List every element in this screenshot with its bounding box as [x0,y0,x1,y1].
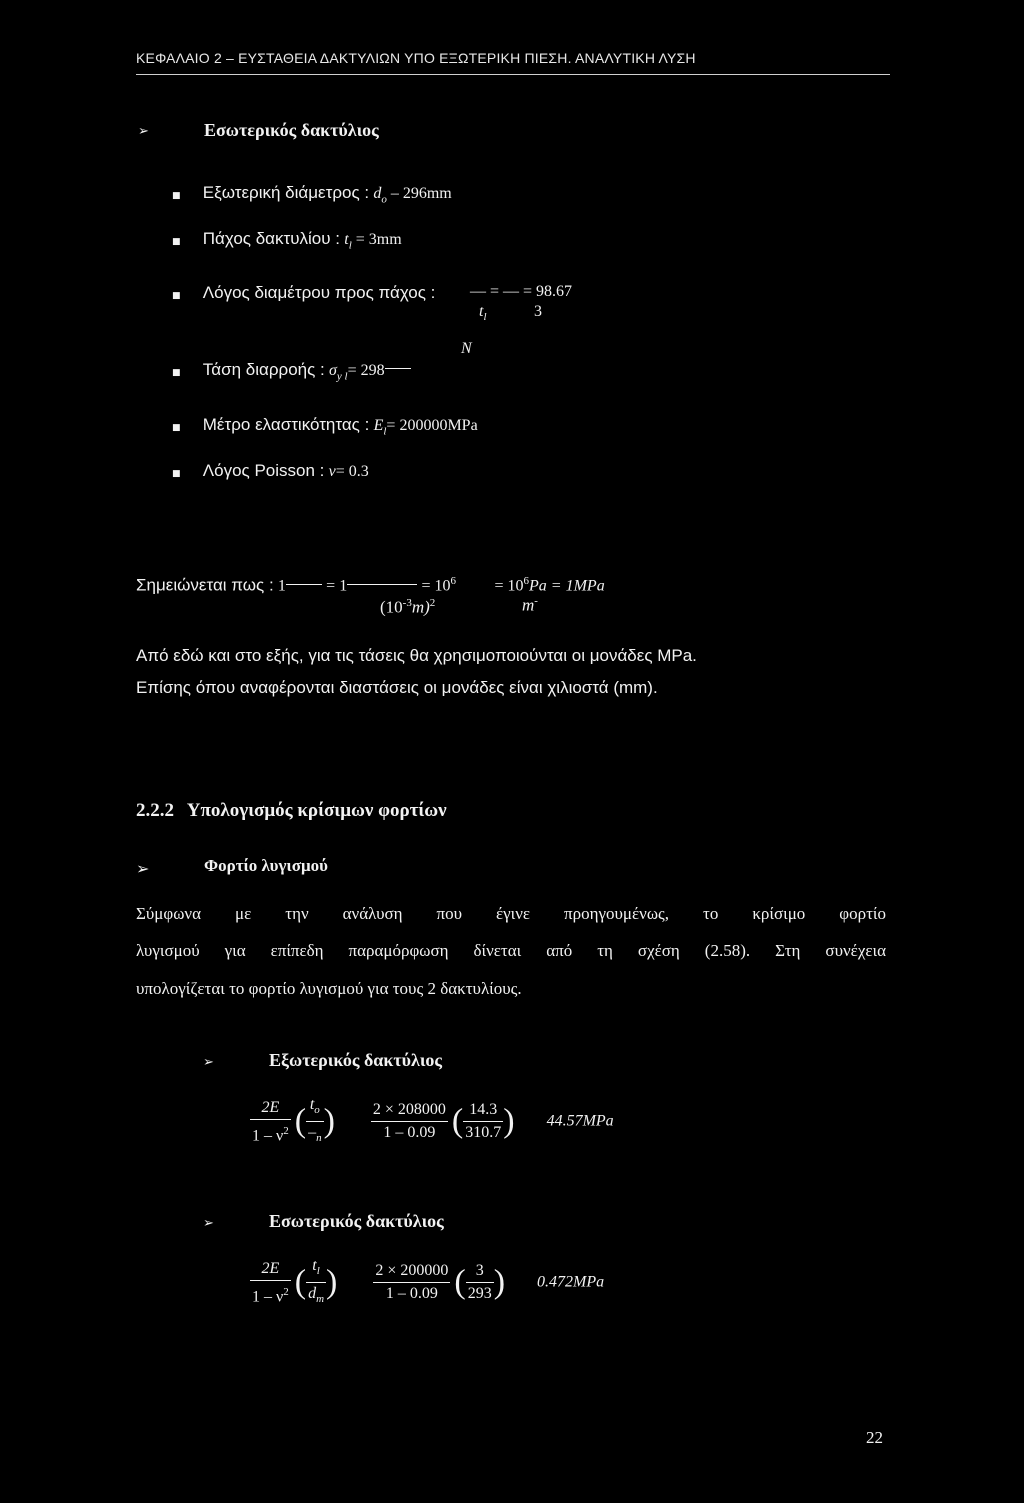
outer-ring-result: 44.57MPa [546,1112,614,1130]
arrow-bullet-icon: ➢ [203,1216,214,1231]
square-bullet-icon: ■ [172,291,181,301]
fraction-numeric: $\frac{2 \times 200000}{1 - 0.09}$ [375,1262,449,1303]
property-thickness: ■ Πάχος δακτυλίου : $t_l = 3mm$ [172,229,402,252]
property-outer-diameter: ■ Εξωτερική διάμετρος : $d_o - 296mm$ [172,183,452,206]
outer-ring-formula: $\frac{2E}{1 - \nu^2}$ ( $\frac{t_o}{-_n}$ ) $\frac{2 \times 208000}{1 - 0.09}$ ( $\frac{14.3}{310.7}$ ) 44.57MPa [250,1094,614,1149]
square-bullet-icon: ■ [172,368,181,378]
inner-ring-calc-heading: Εσωτερικός δακτύλιος [269,1211,444,1231]
arrow-bullet-icon: ➢ [138,124,149,139]
property-yield-stress: ■ Τάση διαρροής : $\sigma_{y l}= 298$ [172,360,411,382]
outer-ring-calc-heading: Εξωτερικός δακτύλιος [269,1050,442,1070]
square-bullet-icon: ■ [172,237,181,247]
buckling-paragraph-line-3: υπολογίζεται το φορτίο λυγισμού για τους 2 δακτυλίους. [136,979,522,998]
ratio-denominator-t: $t_l$ [479,303,487,324]
property-diameter-thickness-ratio: ■ Λόγος διαμέτρου προς πάχος : [172,283,436,302]
inner-ring-heading: Εσωτερικός δακτύλιος [204,120,379,140]
arrow-bullet-icon: ➢ [136,859,150,878]
fraction-2e-over-1-nu2: $\frac{2E}{1 - \nu^2}$ [252,1259,289,1305]
unit-note-m: m- [522,595,538,615]
running-header: ΚΕΦΑΛΑΙΟ 2 – ΕΥΣΤΑΘΕΙΑ ΔΑΚΤΥΛΙΩΝ ΥΠΟ ΕΞΩΤΕΡΙΚΗ ΠΙΕΣΗ. ΑΝΑΛΥΤΙΚΗ ΛΥΣΗ [136,50,696,66]
section-number: 2.2.2 [136,800,174,821]
unit-note-denominator: $(10^{-3}m)^2$ [380,597,436,617]
units-text-line-1: Από εδώ και στο εξής, για τις τάσεις θα χρησιμοποιούνται οι μονάδες MPa. [136,646,697,665]
buckling-paragraph-line-2: λυγισμού για επίπεδη παραμόρφωση δίνεται από τη σχέση (2.58). Στη συνέχεια [136,941,886,960]
square-bullet-icon: ■ [172,469,181,479]
arrow-bullet-icon: ➢ [203,1055,214,1070]
inner-ring-formula: $\frac{2E}{1 - \nu^2}$ ( $\frac{t_l}{d_m}$ ) $\frac{2 \times 200000}{1 - 0.09}$ ( $\frac{3}{293}$ ) 0.472MPa [250,1255,604,1310]
fraction-numeric: $\frac{2 \times 208000}{1 - 0.09}$ [372,1101,446,1142]
section-title: Υπολογισμός κρίσιμων φορτίων [186,800,447,821]
buckling-heading: Φορτίο λυγισμού [204,856,328,875]
ratio-expression: — = — = 98.67 [470,283,573,300]
property-elastic-modulus: ■ Μέτρο ελαστικότητας : $E_l= 200000MPa$ [172,415,478,438]
unit-note: Σημειώνεται πως : $1 = 1 = 10^6 = 10^6Pa = 1MPa$ [136,575,605,595]
yield-unit-numerator: N [461,340,472,357]
inner-ring-result: 0.472MPa [537,1273,605,1291]
square-bullet-icon: ■ [172,191,181,201]
page-number: 22 [866,1428,883,1447]
units-text-line-2: Επίσης όπου αναφέρονται διαστάσεις οι μονάδες είναι χιλιοστά (mm). [136,678,658,697]
ratio-denominator-3: 3 [534,303,542,320]
fraction-2e-over-1-nu2: $\frac{2E}{1 - \nu^2}$ [252,1098,289,1144]
section-heading [136,800,447,822]
property-poisson-ratio: ■ Λόγος Poisson : ν= 0.3 [172,461,369,480]
buckling-paragraph-line-1: Σύμφωνα με την ανάλυση που έγινε προηγουμένως, το κρίσιμο φορτίο [136,904,886,923]
square-bullet-icon: ■ [172,423,181,433]
header-rule [136,74,890,75]
